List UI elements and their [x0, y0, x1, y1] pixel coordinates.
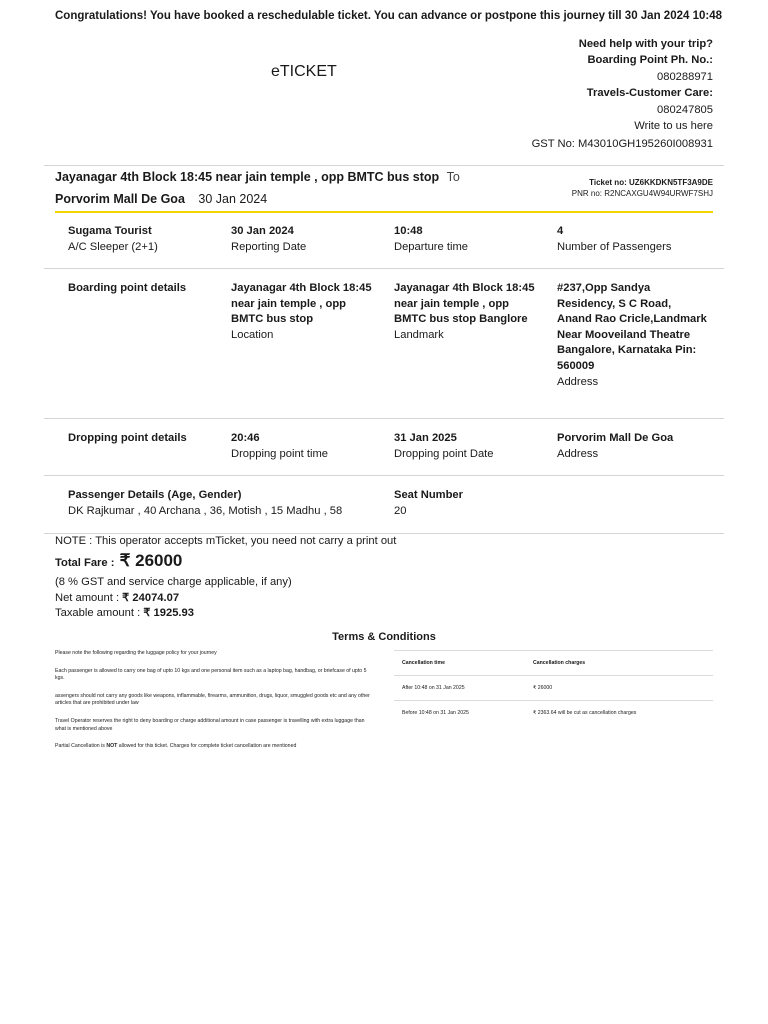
- cancel-time: Before 10:48 on 31 Jan 2025: [402, 710, 469, 716]
- operator-block: [68, 224, 218, 255]
- ticket-numbers: [572, 177, 713, 199]
- policy-line: Each passenger is allowed to carry one bag of upto 10 kgs and one personal item such as a laptop bag, handbag, or briefcase of upto 5 kgs.: [55, 667, 367, 682]
- gst-number: GST No: M43010GH195260I008931: [531, 137, 713, 150]
- boarding-address-block: [557, 281, 707, 390]
- table-row: [394, 701, 713, 725]
- eticket-title: eTICKET: [271, 63, 337, 80]
- cancel-charge: ₹ 26000: [533, 685, 553, 691]
- dropping-address: Porvorim Mall De Goa: [557, 432, 674, 444]
- customer-care-label: Travels-Customer Care:: [586, 86, 713, 99]
- partial-prefix: Partial Cancellation is: [55, 743, 107, 750]
- passenger-heading: Passenger Details (Age, Gender): [68, 489, 242, 501]
- taxable-amount-label: Taxable amount :: [55, 607, 141, 619]
- boarding-location: Jayanagar 4th Block 18:45 near jain temple , opp BMTC bus stop: [231, 282, 372, 326]
- dropping-heading-block: [68, 431, 218, 447]
- table-header: [394, 650, 713, 676]
- boarding-landmark-block: [394, 281, 544, 343]
- table-row: [394, 676, 713, 701]
- write-to-us-link[interactable]: Write to us here: [634, 119, 713, 132]
- boarding-address: #237,Opp Sandya Residency, S C Road, Anand Rao Cricle,Landmark Near Mooveiland Theatre Bangalore, Karnataka Pin: 560009: [557, 282, 707, 372]
- boarding-phone[interactable]: 080288971: [657, 71, 713, 84]
- policy-line: assengers should not carry any goods like weapons, inflammable, firearms, ammunition, drugs, liquor, smuggled goods etc and any other articles that are prohibited under law: [55, 692, 370, 707]
- passenger-count: 4: [557, 225, 564, 237]
- dropping-date-block: [394, 431, 544, 462]
- dropping-time-label: Dropping point time: [231, 447, 329, 460]
- departure-block: [394, 224, 544, 255]
- bus-type: A/C Sleeper (2+1): [68, 240, 158, 253]
- total-fare-label: Total Fare :: [55, 557, 115, 569]
- help-title: Need help with your trip?: [578, 38, 713, 50]
- seat-number: 20: [394, 504, 407, 517]
- cancel-time: After 10:48 on 31 Jan 2025: [402, 685, 465, 691]
- net-amount-value: ₹ 24074.07: [122, 592, 180, 604]
- departure-time-label: Departure time: [394, 240, 468, 253]
- divider: [44, 418, 724, 419]
- boarding-phone-label: Boarding Point Ph. No.:: [587, 53, 713, 66]
- route-from: Jayanagar 4th Block 18:45 near jain temple , opp BMTC bus stop: [55, 170, 440, 184]
- luggage-policy: [55, 650, 375, 761]
- dropping-address-label: Address: [557, 447, 599, 460]
- divider: [44, 268, 724, 269]
- ticket-no: UZ6KKDKN5TF3A9DE: [628, 178, 713, 187]
- partial-cancellation-note: [55, 743, 375, 751]
- reporting-block: [231, 224, 381, 255]
- departure-time: 10:48: [394, 225, 423, 237]
- dropping-time: 20:46: [231, 432, 260, 444]
- dropping-heading: Dropping point details: [68, 432, 187, 444]
- mticket-note: NOTE : This operator accepts mTicket, you need not carry a print out: [55, 535, 397, 547]
- route-date: 30 Jan 2024: [198, 192, 268, 206]
- pnr-label: PNR no:: [571, 189, 602, 198]
- boarding-heading-block: [68, 281, 218, 297]
- pnr-no: R2NCAXGU4W94URWF7SHJ: [604, 189, 713, 198]
- dropping-date-label: Dropping point Date: [394, 447, 494, 460]
- boarding-heading: Boarding point details: [68, 282, 187, 294]
- accent-line: [55, 211, 713, 213]
- divider: [44, 533, 724, 534]
- gst-note: (8 % GST and service charge applicable, if any): [55, 576, 292, 588]
- ticket-no-label: Ticket no:: [589, 178, 627, 187]
- total-fare: [55, 551, 182, 571]
- passenger-count-label: Number of Passengers: [557, 240, 672, 253]
- cancel-charge: ₹ 2363.64 will be cut as cancellation charges: [533, 710, 637, 716]
- policy-line: Please note the following regarding the luggage policy for your journey: [55, 650, 217, 656]
- help-panel: [532, 37, 713, 152]
- boarding-location-label: Location: [231, 328, 274, 341]
- dropping-date: 31 Jan 2025: [394, 432, 457, 444]
- seat-heading: Seat Number: [394, 489, 464, 501]
- policy-line: Travel Operator reserves the right to deny boarding or charge additional amount in case passenger is travelling with extra luggage than what is mentioned above: [55, 717, 365, 732]
- route-summary: [55, 166, 460, 210]
- dropping-address-block: [557, 431, 707, 462]
- route-to: Porvorim Mall De Goa: [55, 192, 185, 206]
- cancellation-table: [394, 650, 713, 725]
- route-to-word: To: [446, 170, 460, 184]
- reporting-date: 30 Jan 2024: [231, 225, 294, 237]
- reschedule-banner: Congratulations! You have booked a reschedulable ticket. You can advance or postpone this journey till 30 Jan 2024 10:48: [55, 10, 722, 22]
- customer-care-phone[interactable]: 080247805: [657, 104, 713, 117]
- net-amount: [55, 591, 179, 604]
- boarding-location-block: [231, 281, 381, 343]
- taxable-amount-value: ₹ 1925.93: [143, 607, 194, 619]
- net-amount-label: Net amount :: [55, 592, 120, 604]
- divider: [44, 475, 724, 476]
- passenger-count-block: [557, 224, 707, 255]
- reporting-date-label: Reporting Date: [231, 240, 307, 253]
- terms-title: Terms & Conditions: [332, 631, 436, 643]
- dropping-time-block: [231, 431, 381, 462]
- taxable-amount: [55, 606, 194, 619]
- cancel-time-header: Cancellation time: [402, 660, 445, 666]
- passenger-list: DK Rajkumar , 40 Archana , 36, Motish , 15 Madhu , 58: [68, 504, 343, 517]
- seat-block: [394, 488, 544, 519]
- boarding-address-label: Address: [557, 375, 599, 388]
- operator-name: Sugama Tourist: [68, 225, 152, 237]
- passenger-block: [68, 488, 388, 519]
- boarding-landmark: Jayanagar 4th Block 18:45 near jain temple , opp BMTC bus stop Banglore: [394, 282, 535, 326]
- partial-suffix: allowed for this ticket. Charges for complete ticket cancellation are mentioned: [117, 743, 297, 750]
- cancel-charge-header: Cancellation charges: [533, 660, 586, 666]
- partial-bold: NOT: [106, 743, 118, 750]
- total-fare-amount: ₹ 26000: [119, 551, 183, 570]
- boarding-landmark-label: Landmark: [394, 328, 444, 341]
